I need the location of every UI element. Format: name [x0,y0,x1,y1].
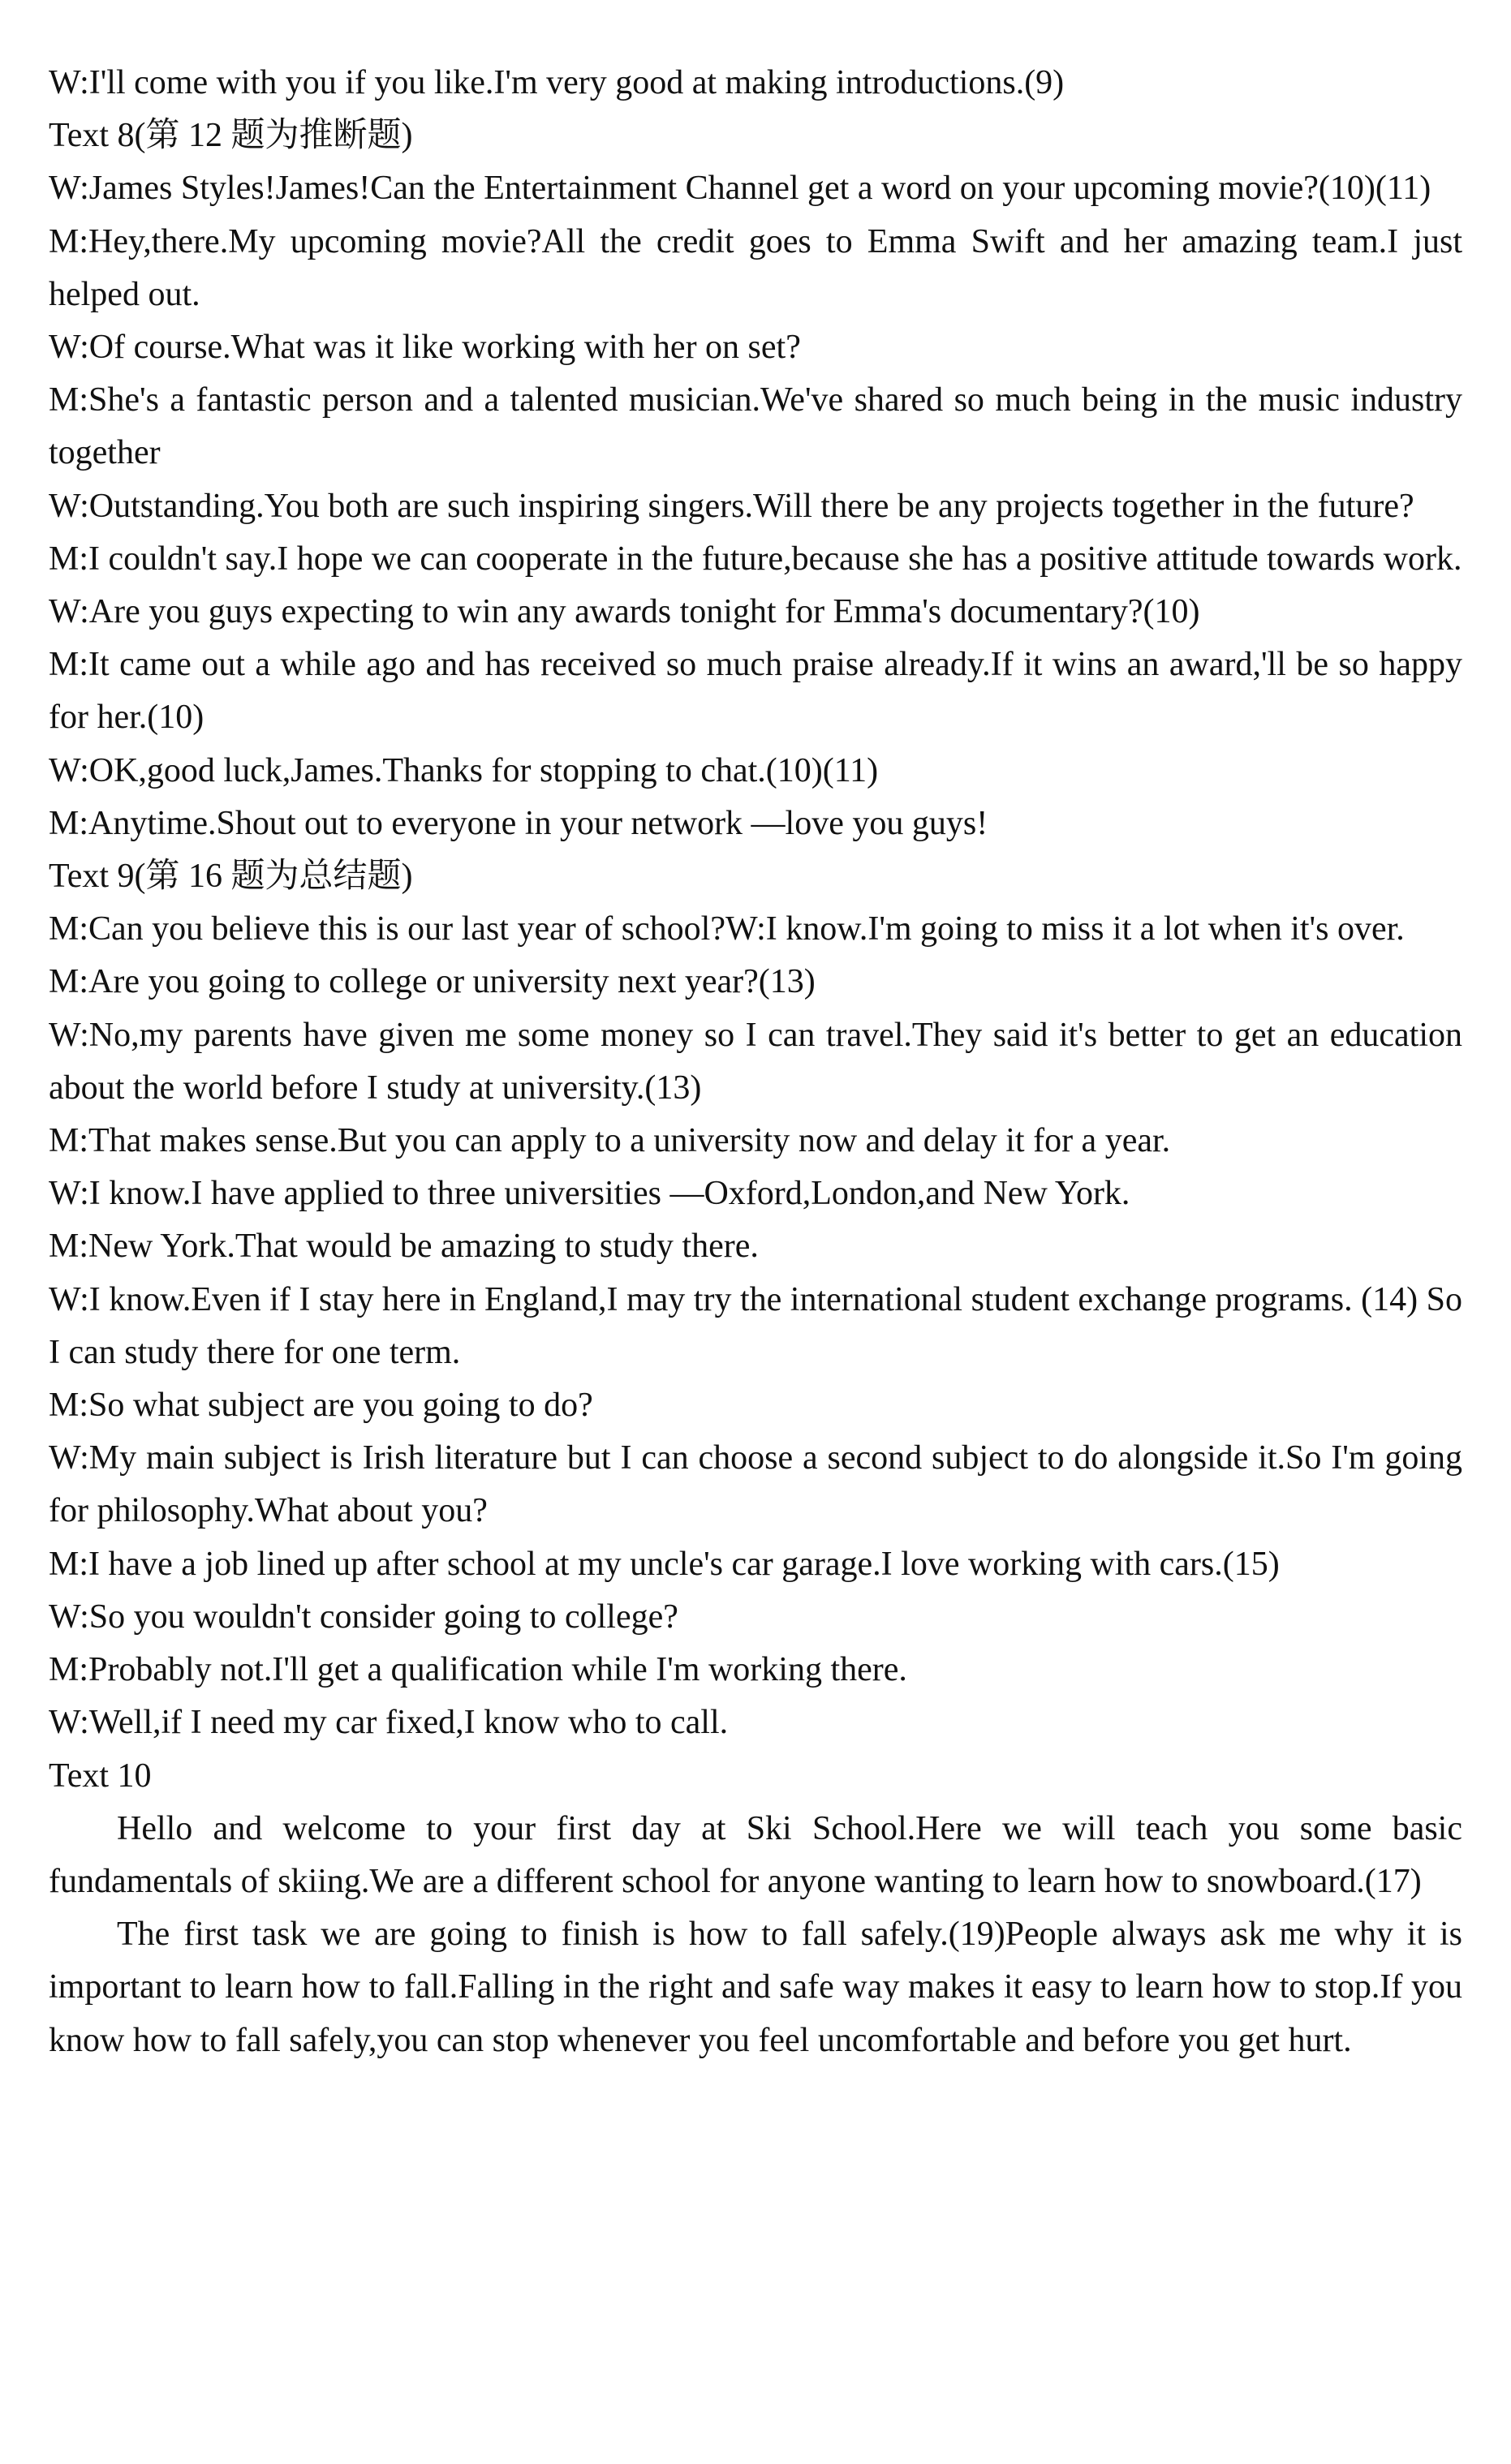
dialogue-line: W:OK,good luck,James.Thanks for stopping to chat.(10)(11) [49,751,879,789]
transcript-page [49,57,1462,2067]
monologue-paragraph: Hello and welcome to your first day at Ski School.Here we will teach you some basic fundamentals of skiing.We are a different school for anyone wanting to learn how to snowboard.(17) [49,1809,1462,1900]
dialogue-line: W:My main subject is Irish literature but I can choose a second subject to do alongside it.So I'm going for philosophy.What about you? [49,1439,1462,1530]
dialogue-line: M:Can you believe this is our last year of school?W:I know.I'm going to miss it a lot when it's over. [49,910,1405,948]
monologue-paragraph: The first task we are going to finish is how to fall safely.(19)People always ask me why it is important to learn how to fall.Falling in the right and safe way makes it easy to learn how to stop.If you know how to fall safely,you can stop whenever you feel uncomfortable and before you get hurt. [49,1916,1462,2059]
dialogue-line: M:That makes sense.But you can apply to a university now and delay it for a year. [49,1122,1171,1160]
dialogue-line: W:So you wouldn't consider going to college? [49,1598,678,1636]
dialogue-line: M:She's a fantastic person and a talented musician.We've shared so much being in the music industry together [49,381,1462,472]
dialogue-line: M:Are you going to college or university next year?(13) [49,963,816,1001]
dialogue-line: M:Probably not.I'll get a qualification while I'm working there. [49,1651,907,1689]
section-heading-text-10: Text 10 [49,1757,152,1795]
dialogue-line: M:I couldn't say.I hope we can cooperate in the future,because she has a positive attitude towards work. [49,540,1462,578]
dialogue-line: W:Outstanding.You both are such inspiring singers.Will there be any projects together in the future? [49,487,1414,525]
dialogue-line: W:Are you guys expecting to win any awards tonight for Emma's documentary?(10) [49,593,1200,631]
dialogue-line: M:It came out a while ago and has received so much praise already.If it wins an award,'ll be so happy for her.(10) [49,646,1462,737]
dialogue-line: W:No,my parents have given me some money so I can travel.They said it's better to get an education about the world before I study at university.(13) [49,1016,1462,1107]
dialogue-line: W:I'll come with you if you like.I'm very good at making introductions.(9) [49,64,1065,101]
dialogue-line: M:New York.That would be amazing to study there. [49,1228,759,1266]
dialogue-line: W:Well,if I need my car fixed,I know who to call. [49,1704,729,1742]
dialogue-line: W:I know.Even if I stay here in England,I may try the international student exchange programs. (14) So I can study there for one term. [49,1280,1462,1371]
dialogue-line: W:Of course.What was it like working with her on set? [49,329,801,367]
dialogue-line: W:James Styles!James!Can the Entertainment Channel get a word on your upcoming movie?(10)(11) [49,170,1431,208]
dialogue-line: M:Anytime.Shout out to everyone in your network —love you guys! [49,804,988,842]
dialogue-line: M:Hey,there.My upcoming movie?All the credit goes to Emma Swift and her amazing team.I just helped out. [49,222,1462,313]
dialogue-line: M:I have a job lined up after school at my uncle's car garage.I love working with cars.(15) [49,1545,1280,1583]
section-heading-text-8: Text 8(第 12 题为推断题) [49,117,413,155]
dialogue-line: W:I know.I have applied to three universities —Oxford,London,and New York. [49,1175,1130,1213]
section-heading-text-9: Text 9(第 16 题为总结题) [49,858,413,896]
dialogue-line: M:So what subject are you going to do? [49,1387,593,1425]
